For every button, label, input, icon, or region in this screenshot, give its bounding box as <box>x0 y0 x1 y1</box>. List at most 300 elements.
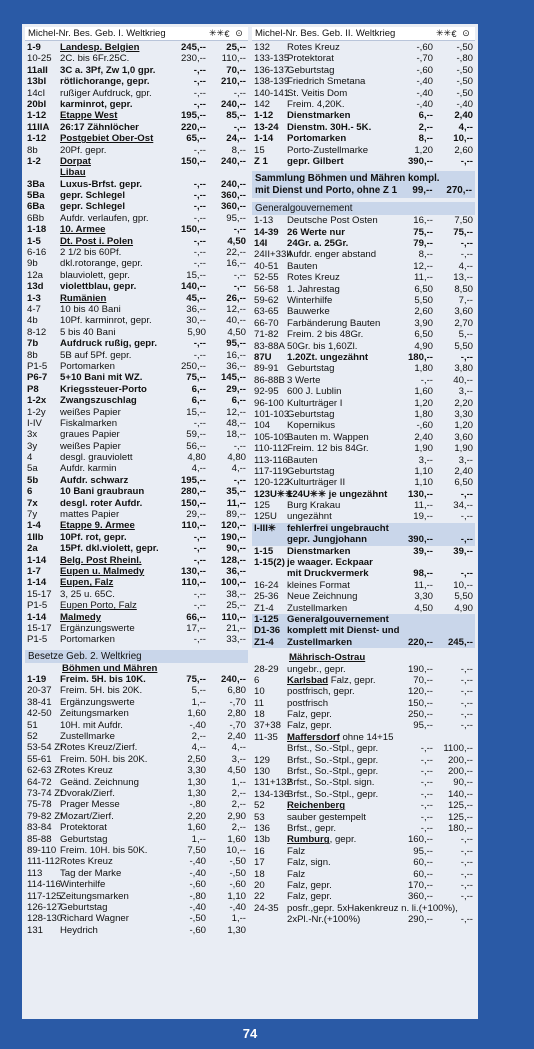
catalog-row <box>25 201 248 212</box>
left-column <box>25 27 248 936</box>
stamp-number: 136-137 <box>254 64 290 76</box>
price-used: -,-- <box>233 224 246 236</box>
price-used: -,-- <box>460 879 473 891</box>
price-mint: 11,-- <box>413 272 433 284</box>
price-mint: -,40 <box>416 87 433 99</box>
stamp-number: 125U <box>254 511 277 523</box>
stamp-description: Rumänien <box>60 292 107 304</box>
price-mint: 15,-- <box>186 406 206 418</box>
price-used: 4,-- <box>231 742 246 754</box>
catalog-row <box>25 788 248 799</box>
stamp-description: Winterhilfe <box>60 879 106 891</box>
stamp-number: 1-3 <box>27 292 41 304</box>
stamp-description: 3 Werte <box>287 374 321 386</box>
stamp-number: 56-58 <box>254 283 279 295</box>
price-used: 12,-- <box>226 303 246 315</box>
stamp-number: 131 <box>27 924 44 936</box>
stamp-number: 14I <box>254 238 268 250</box>
price-used: 13,-- <box>453 272 473 284</box>
stamp-number: 71-82 <box>254 329 279 341</box>
stamp-description: Rotes Kreuz <box>287 42 340 53</box>
price-used: -,-- <box>233 121 246 133</box>
price-mint: 12,-- <box>413 260 433 272</box>
price-used: 36,-- <box>226 360 246 372</box>
stamp-description: blauviolett, gepr. <box>60 269 130 281</box>
catalog-row <box>25 350 248 361</box>
catalog-row <box>25 589 248 600</box>
stamp-description: 10 Bani graubraun <box>60 486 145 498</box>
price-used: 7,-- <box>458 295 473 307</box>
stamp-description: mit Druckvermerk <box>287 568 369 580</box>
price-used: 12,-- <box>226 406 246 418</box>
stamp-number: 2a <box>27 543 38 555</box>
price-used: -,-- <box>233 269 246 281</box>
left-column-header <box>25 27 248 41</box>
catalog-row <box>25 498 248 509</box>
stamp-description: rußiger Aufdruck, gpr. <box>60 87 152 99</box>
stamp-number: 85-88 <box>27 833 52 845</box>
price-mint: -,-- <box>193 554 206 566</box>
price-used: 25,-- <box>226 600 246 612</box>
catalog-row <box>25 53 248 64</box>
price-mint: 45,-- <box>186 292 206 304</box>
stamp-number: 52 <box>27 731 38 743</box>
price-used: 190,-- <box>220 531 246 543</box>
catalog-row <box>25 281 248 292</box>
price-mint: 120,-- <box>407 686 433 698</box>
catalog-row <box>252 443 475 454</box>
stamp-number: 8-12 <box>27 326 47 338</box>
price-used: 3,60 <box>454 306 473 318</box>
stamp-description: violettblau, gepr. <box>60 281 137 293</box>
price-used <box>433 523 473 534</box>
stamp-number: 22 <box>254 891 265 903</box>
stamp-number: 66-70 <box>254 317 279 329</box>
stamp-number: 105-109 <box>254 431 290 443</box>
price-mint: 2,50 <box>187 753 206 765</box>
stamp-number: 1-15(2) <box>254 557 285 569</box>
stamp-number: 62-63 Zf <box>27 765 63 777</box>
stamp-number: 17 <box>254 857 265 869</box>
price-used: 240,-- <box>220 98 246 110</box>
stamp-description: Eupen u. Malmedy <box>60 565 145 577</box>
price-used: 6,-- <box>231 395 246 407</box>
price-used: -,-- <box>460 709 473 721</box>
catalog-row <box>252 420 475 431</box>
price-mint: 280,-- <box>180 486 206 498</box>
stamp-number: D1-36 <box>254 625 281 637</box>
stamp-description: komplett mit Dienst- und <box>287 625 400 637</box>
stamp-description: postfrisch <box>287 697 329 709</box>
stamp-description: Brfst., So.-Stpl., gepr. <box>287 788 379 800</box>
price-mint: 1,-- <box>191 696 206 708</box>
catalog-row <box>252 409 475 420</box>
price-mint: 195,-- <box>180 474 206 486</box>
price-mint: -,-- <box>420 766 433 778</box>
catalog-row <box>25 708 248 719</box>
catalog-row <box>252 637 475 648</box>
price-used: 1,-- <box>231 913 246 925</box>
stamp-number: 6-16 <box>27 247 47 259</box>
stamp-description: Freim. 2 bis 48Gr. <box>287 329 364 341</box>
price-used: 5,-- <box>458 329 473 341</box>
price-mint: -,40 <box>189 901 206 913</box>
stamp-number: 3y <box>27 440 38 452</box>
stamp-description: Aufdruck rußig, gepr. <box>60 338 158 350</box>
stamp-number: 18 <box>254 868 265 880</box>
price-mint: -,-- <box>420 754 433 766</box>
stamp-number: 126-127 <box>27 901 63 913</box>
catalog-row <box>252 398 475 409</box>
stamp-number: 1-13 <box>254 215 274 227</box>
stamp-number: 120-122 <box>254 477 290 489</box>
stamp-number: 18 <box>254 709 265 721</box>
stamp-number: 5Ba <box>27 190 45 202</box>
stamp-description: Aufdr. verlaufen, gpr. <box>60 212 149 224</box>
stamp-description: St. Veitis Dom <box>287 87 348 99</box>
catalog-row <box>25 179 248 190</box>
stamp-number: 1-15 <box>254 545 274 557</box>
catalog-row <box>252 122 475 133</box>
price-used: -,40 <box>456 98 473 110</box>
stamp-number: 6 <box>27 486 33 498</box>
catalog-row <box>252 557 475 568</box>
catalog-row <box>252 363 475 374</box>
price-mint: -,-- <box>193 98 206 110</box>
price-mint: 6,50 <box>414 283 433 295</box>
subsection-boehmen-maehren: Böhmen und Mähren <box>62 662 158 674</box>
price-used <box>433 732 473 743</box>
price-used: 35,-- <box>226 486 246 498</box>
price-used: -,-- <box>460 488 473 500</box>
stamp-description: Falz <box>287 868 306 880</box>
catalog-row <box>25 167 248 178</box>
catalog-row <box>25 372 248 383</box>
price-used: 125,-- <box>447 811 473 823</box>
stamp-number: 114-116 <box>27 879 61 891</box>
stamp-number: 73-74 Zf <box>27 788 63 799</box>
stamp-number: 111-112 <box>27 856 61 868</box>
price-mint: 75,-- <box>186 372 206 384</box>
price-mint: 30,-- <box>186 315 206 327</box>
price-used: 2,-- <box>231 799 246 811</box>
stamp-number: 10-25 <box>27 53 52 65</box>
price-used: -,50 <box>456 87 473 99</box>
stamp-description: Freim. 50H. bis 20K. <box>60 753 148 765</box>
catalog-row <box>252 284 475 295</box>
stamp-description: Portomarken <box>287 133 347 145</box>
stamp-description: Geburtstag <box>60 833 108 845</box>
price-mint: 60,-- <box>413 868 433 880</box>
catalog-row <box>25 224 248 235</box>
stamp-number: 1-2 <box>27 155 41 167</box>
stamp-description: gepr. Schlegel <box>60 190 126 202</box>
catalog-row <box>25 868 248 879</box>
catalog-row <box>25 315 248 326</box>
catalog-row <box>25 452 248 463</box>
price-mint: 290,-- <box>407 914 433 926</box>
catalog-row <box>252 500 475 511</box>
stamp-number: 113 <box>27 867 43 879</box>
price-used: 3,60 <box>454 431 473 443</box>
price-used: 34,-- <box>453 500 473 512</box>
price-mint: 2,-- <box>191 731 206 743</box>
price-used: 89,-- <box>226 509 246 521</box>
price-used: 40,-- <box>226 315 246 327</box>
catalog-row <box>25 720 248 731</box>
right-rows-gg <box>252 215 475 523</box>
price-mint: 6,-- <box>418 110 433 122</box>
price-mint: -,80 <box>189 799 206 811</box>
price-mint: 5,90 <box>187 326 206 338</box>
stamp-number: 16 <box>254 845 265 857</box>
price-used: 180,-- <box>447 823 473 834</box>
price-mint <box>397 614 433 625</box>
price-used: 6,50 <box>454 477 473 489</box>
catalog-row <box>25 685 248 696</box>
stamp-description: 124U✳✳ je ungezähnt <box>287 488 388 500</box>
catalog-page <box>22 24 478 1019</box>
price-mint: 195,-- <box>180 110 206 122</box>
collection-price-mint: 99,-- <box>412 184 433 196</box>
stamp-number: 5a <box>27 463 38 475</box>
stamp-number: 14-39 <box>254 226 279 238</box>
price-mint: -,60 <box>189 879 206 891</box>
price-mint: 70,-- <box>413 674 433 686</box>
price-used: 3,80 <box>454 363 473 375</box>
stamp-description: 2xPl.-Nr.(+100%) <box>287 914 361 926</box>
stamp-description: Dorpat <box>60 155 91 167</box>
stamp-description: gepr. Jungjohann <box>287 534 367 546</box>
price-used: 3,-- <box>231 753 246 765</box>
right-rows-dienst <box>252 546 475 614</box>
stamp-number: 101-103 <box>254 408 290 420</box>
catalog-row <box>25 133 248 144</box>
price-mint: 5,-- <box>191 685 206 697</box>
price-used: 33,-- <box>226 634 246 646</box>
price-used: -,-- <box>460 697 473 709</box>
stamp-description: Rotes Kreuz <box>60 856 113 868</box>
stamp-description: Kriegssteuer-Porto <box>60 383 147 395</box>
price-used: 1100,-- <box>443 743 473 755</box>
stamp-description: Karlsbad Falz, gepr. <box>287 674 376 686</box>
stamp-description: dkl.rotorange, gepr. <box>60 258 143 270</box>
catalog-row <box>25 856 248 867</box>
catalog-row <box>25 742 248 753</box>
price-used: -,70 <box>229 696 246 708</box>
price-mint: 7,50 <box>187 844 206 856</box>
stamp-number: 52-55 <box>254 272 279 284</box>
price-used: 29,-- <box>226 383 246 395</box>
catalog-row <box>25 925 248 936</box>
price-mint: 220,-- <box>407 636 433 648</box>
price-mint: 3,90 <box>414 317 433 329</box>
stamp-description: 2 1/2 bis 60Pf. <box>60 247 122 259</box>
stamp-number: 83-88A <box>254 340 285 352</box>
price-used: -,-- <box>233 440 246 452</box>
stamp-description: 1. Jahrestag <box>287 283 340 295</box>
price-used: 5,50 <box>454 340 473 352</box>
price-used: -,50 <box>456 64 473 76</box>
price-mint: 1,60 <box>187 822 206 834</box>
catalog-row <box>252 546 475 557</box>
price-used <box>206 167 246 178</box>
collection-offer-box <box>252 171 475 198</box>
stamp-description: Winterhilfe <box>287 295 333 307</box>
stamp-description: 5 bis 40 Bani <box>60 326 116 338</box>
price-used: 18,-- <box>226 429 246 441</box>
stamp-number: 128-130 <box>27 913 63 925</box>
stamp-number: 8b <box>27 349 38 361</box>
price-used: 4,90 <box>454 602 473 614</box>
price-mint: 17,-- <box>186 622 206 634</box>
stamp-number: 14cI <box>27 87 46 99</box>
stamp-number: 8b <box>27 144 38 156</box>
stamp-description: Geburtstag <box>287 465 335 477</box>
stamp-description: Prager Messe <box>60 799 120 811</box>
price-mint: 390,-- <box>407 155 433 167</box>
stamp-description: Dt. Post i. Polen <box>60 235 134 247</box>
price-used: 3,-- <box>458 454 473 466</box>
price-used: 7,50 <box>454 215 473 227</box>
price-mint: -,-- <box>193 258 206 270</box>
stamp-number: 64-72 <box>27 776 52 788</box>
stamp-description: Landesp. Belgien <box>60 42 140 53</box>
catalog-row <box>25 754 248 765</box>
catalog-row <box>252 477 475 488</box>
price-used: -,70 <box>229 719 246 731</box>
stamp-number: 40-51 <box>254 260 279 272</box>
stamp-description: Burg Krakau <box>287 500 341 512</box>
price-mint: 1,90 <box>414 443 433 455</box>
price-mint: -,40 <box>416 76 433 88</box>
catalog-row <box>252 145 475 156</box>
price-used: 4,-- <box>458 121 473 133</box>
price-used: -,-- <box>460 891 473 903</box>
stamp-number: 13d <box>27 281 44 293</box>
stamp-description: Falz, gepr. <box>287 720 332 732</box>
stamp-number: 24II+33II <box>254 249 292 261</box>
catalog-row <box>25 674 248 685</box>
stamp-number: 1-12 <box>27 133 47 145</box>
price-mint: 1,10 <box>414 465 433 477</box>
header-title: Michel-Nr. Bes. Geb. II. Weltkrieg <box>255 28 396 39</box>
stamp-number: 3x <box>27 429 38 441</box>
catalog-row <box>252 834 475 845</box>
price-used: 2,40 <box>454 110 473 122</box>
catalog-row <box>25 543 248 554</box>
price-used: -,-- <box>233 87 246 99</box>
stamp-number: 1-2x <box>27 395 47 407</box>
stamp-number: 11IIA <box>27 121 50 133</box>
price-used: 200,-- <box>447 766 473 778</box>
catalog-row <box>252 709 475 720</box>
catalog-row <box>25 407 248 418</box>
price-used: 95,-- <box>226 212 246 224</box>
price-mint: 130,-- <box>407 488 433 500</box>
price-mint: 1,80 <box>414 408 433 420</box>
catalog-row <box>252 65 475 76</box>
catalog-row <box>25 88 248 99</box>
stamp-description: 26 Werte nur <box>287 226 345 238</box>
stamp-number: 96-100 <box>254 397 284 409</box>
price-used: 128,-- <box>220 554 246 566</box>
price-used: 90,-- <box>453 777 473 789</box>
price-mint <box>399 625 435 636</box>
stamp-description: Dvorak/Zierf. <box>60 788 115 799</box>
price-mint: -,-- <box>193 543 206 555</box>
stamp-number: 87U <box>254 351 272 363</box>
stamp-description: desgl. roter Aufdr. <box>60 497 143 509</box>
stamp-number: 117-119 <box>254 465 288 477</box>
left-rows-ww1 <box>25 42 248 646</box>
subsection-maehrisch-ostrau: Mährisch-Ostrau <box>289 652 366 664</box>
price-used: 360,-- <box>220 190 246 202</box>
catalog-row <box>252 76 475 87</box>
stamp-number: 131+132 <box>254 777 292 789</box>
price-mint <box>397 523 433 534</box>
catalog-row <box>25 532 248 543</box>
price-mint: -,-- <box>420 823 433 834</box>
mint-symbol-icon: ✳✳ <box>209 28 225 38</box>
stamp-description: Brfst., So.-Stpl., gepr. <box>287 754 379 766</box>
stamp-description: Freim. 4,20K. <box>287 98 345 110</box>
price-used: 70,-- <box>226 64 246 76</box>
stamp-number: P6-7 <box>27 372 48 384</box>
price-mint: -,-- <box>193 87 206 99</box>
stamp-number: 20-37 <box>27 685 52 697</box>
stamp-description: Rumburg, gepr. <box>287 834 357 846</box>
stamp-number: 1-5 <box>27 235 41 247</box>
stamp-number: 13-24 <box>254 121 279 133</box>
price-used: 120,-- <box>220 520 246 532</box>
catalog-row <box>25 634 248 645</box>
price-used: 4,50 <box>227 765 246 777</box>
stamp-description: Etappe West <box>60 110 118 122</box>
stamp-description: Zeitungsmarken <box>60 890 129 902</box>
catalog-row <box>25 338 248 349</box>
price-mint: 39,-- <box>413 545 433 557</box>
price-used: -,40 <box>229 901 246 913</box>
price-used: -,-- <box>460 686 473 698</box>
euro-symbol-icon: € <box>451 28 457 39</box>
stamp-description: 3C a. 3Pf, Zw 1,0 gpr. <box>60 64 156 76</box>
price-mint: -,40 <box>189 856 206 868</box>
catalog-row <box>25 384 248 395</box>
price-mint: 11,-- <box>413 579 433 591</box>
stamp-description: Bauten m. Wappen <box>287 431 369 443</box>
catalog-row <box>25 845 248 856</box>
price-mint: -,-- <box>193 190 206 202</box>
price-used: -,-- <box>460 914 473 926</box>
price-mint: -,60 <box>189 924 206 936</box>
price-mint: -,60 <box>416 42 433 53</box>
catalog-row <box>25 475 248 486</box>
right-rows-bm <box>252 42 475 167</box>
price-used: 2,40 <box>454 465 473 477</box>
stamp-number <box>254 914 287 925</box>
price-mint: 160,-- <box>407 834 433 846</box>
price-used: 95,-- <box>226 338 246 350</box>
price-used: 4,50 <box>227 326 246 338</box>
stamp-description: Zeitungsmarken <box>60 708 129 720</box>
price-mint: 95,-- <box>413 845 433 857</box>
price-mint: -,-- <box>420 777 433 789</box>
stamp-description: Rotes Kreuz/Zierf. <box>60 742 138 754</box>
price-used: 2,40 <box>227 731 246 743</box>
catalog-row <box>252 800 475 811</box>
price-mint: -,-- <box>420 800 433 812</box>
